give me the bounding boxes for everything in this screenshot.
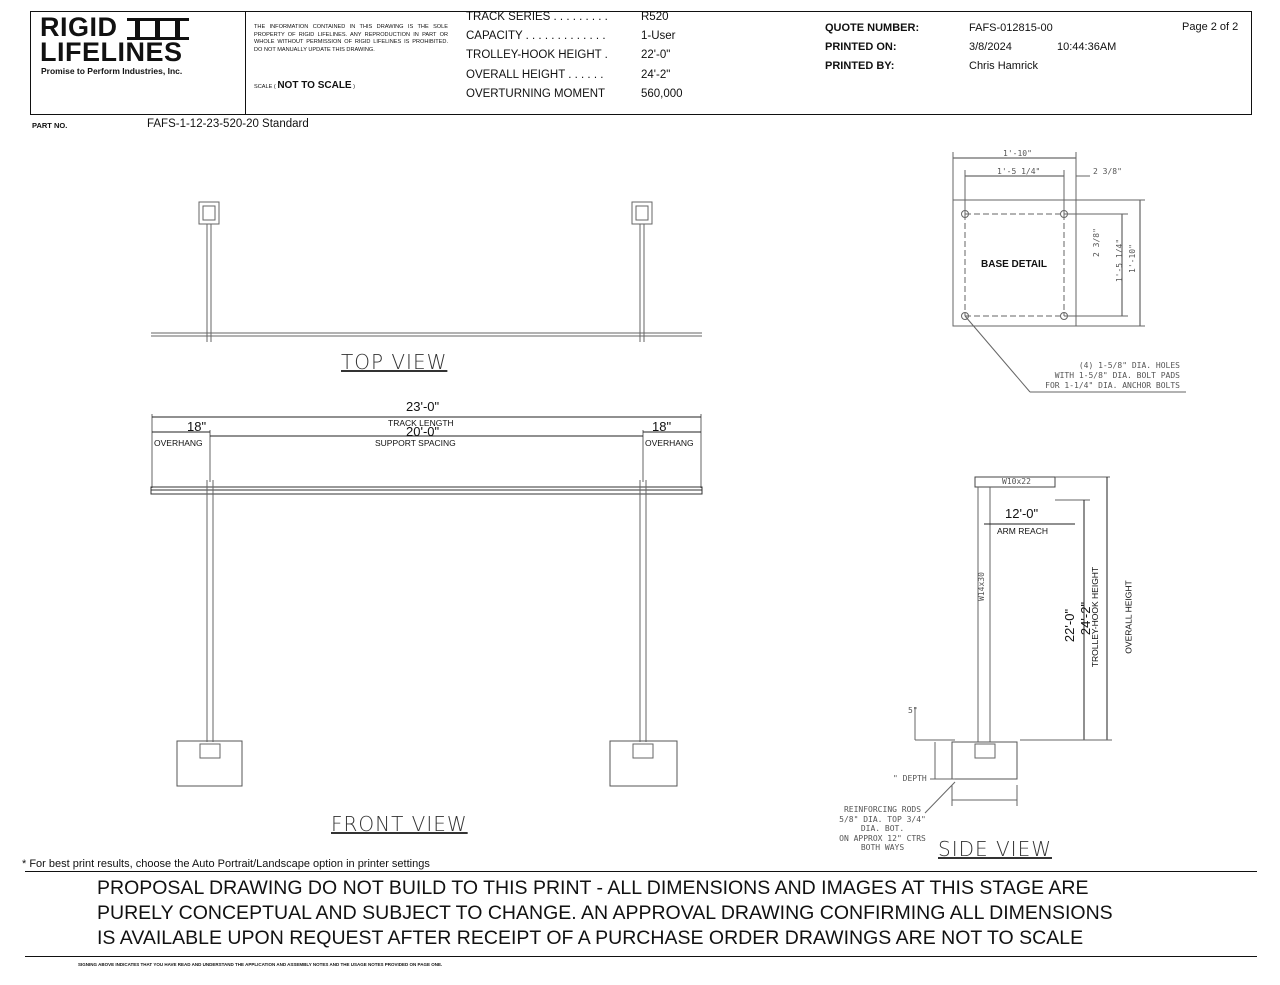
support-spacing-value: 20'-0" <box>406 424 440 439</box>
base-width-inner: 1'-5 1/4" <box>997 167 1041 176</box>
quote-number: FAFS-012815-00 <box>969 22 1053 34</box>
overhang-right-label: OVERHANG <box>645 438 694 448</box>
small-dim: 5" <box>908 706 918 715</box>
base-edge-dim: 2 3/8" <box>1093 167 1122 176</box>
scale-line: SCALE ( NOT TO SCALE ) <box>254 80 356 91</box>
overall-height-value: 24'-2" <box>1078 601 1094 636</box>
track-length-label: TRACK LENGTH <box>388 418 454 428</box>
printed-date: 3/8/2024 <box>969 41 1012 53</box>
track-length-value: 23'-0" <box>406 399 440 414</box>
quote-number-label: QUOTE NUMBER: <box>825 22 920 34</box>
spec-value-trolley: 22'-0" <box>641 49 671 61</box>
base-height-outer: 1'-10" <box>1127 244 1137 273</box>
spec-label-moment: OVERTURNING MOMENT <box>466 88 606 100</box>
spec-value-capacity: 1-User <box>641 30 676 42</box>
arm-reach-value: 12'-0" <box>1005 506 1039 521</box>
base-note: (4) 1-5/8" DIA. HOLES WITH 1-5/8" DIA. BOLT PADS FOR 1-1/4" DIA. ANCHOR BOLTS <box>1045 361 1180 390</box>
overhang-right-value: 18" <box>652 419 672 434</box>
beam-label: W10x22 <box>1002 477 1031 486</box>
overall-height-label: OVERALL HEIGHT <box>1123 580 1134 654</box>
trolley-height-value: 22'-0" <box>1062 608 1078 643</box>
printed-on-label: PRINTED ON: <box>825 41 897 53</box>
base-height-edge: 2 3/8" <box>1091 228 1101 257</box>
base-width-outer: 1'-10" <box>1003 149 1032 158</box>
spec-value-track: R520 <box>641 11 669 23</box>
rebar-note: REINFORCING RODS 5/8" DIA. TOP 3/4" DIA. BOT. ON APPROX 12" CTRS BOTH WAYS <box>839 805 926 852</box>
overhang-left-label: OVERHANG <box>154 438 203 448</box>
side-view-title: SIDE VIEW <box>938 837 1052 861</box>
spec-value-moment: 560,000 <box>641 88 683 100</box>
printed-by: Chris Hamrick <box>969 60 1039 72</box>
logo-line2: LIFELINES <box>40 37 183 67</box>
logo-tagline: Promise to Perform Industries, Inc. <box>41 66 183 76</box>
spec-label-trolley: TROLLEY-HOOK HEIGHT . <box>466 49 608 61</box>
spec-value-overall: 24'-2" <box>641 69 671 81</box>
depth-label: " DEPTH <box>893 774 927 783</box>
logo-line1: RIGID <box>40 12 118 42</box>
base-detail-title: BASE DETAIL <box>981 259 1047 270</box>
arm-reach-label: ARM REACH <box>997 526 1049 536</box>
part-number: FAFS-1-12-23-520-20 Standard <box>147 118 309 130</box>
front-view-drawing <box>151 414 702 786</box>
overhang-left-value: 18" <box>187 419 207 434</box>
proposal-notice: PROPOSAL DRAWING DO NOT BUILD TO THIS PRINT - ALL DIMENSIONS AND IMAGES AT THIS STAGE ARE PURELY CONCEPTUAL AND SUBJECT TO CHANGE. AN APPROVAL DRAWING CONFIRMING ALL DIMENSIONS IS AVAILABLE UPON REQUEST AFTER RECEIPT OF A PURCHASE ORDER DRAWINGS ARE NOT TO SCALE <box>97 877 1113 949</box>
support-spacing-label: SUPPORT SPACING <box>375 438 456 448</box>
printed-time: 10:44:36AM <box>1057 41 1117 53</box>
disclaimer: THE INFORMATION CONTAINED IN THIS DRAWING IS THE SOLE PROPERTY OF RIGID LIFELINES. ANY REPRODUCTION IN PART OR WHOLE WITHOUT PERMISSION OF RIGID LIFELINES IS PROHIBITED. DO NOT MANUALLY UPDATE THIS DRAWING. <box>254 24 448 53</box>
page-number: Page 2 of 2 <box>1182 21 1239 33</box>
front-view-title: FRONT VIEW <box>331 812 468 836</box>
top-view-drawing <box>151 202 702 342</box>
spec-label-overall: OVERALL HEIGHT . . . . . . <box>466 69 604 81</box>
sign-note: SIGNING ABOVE INDICATES THAT YOU HAVE READ AND UNDERSTAND THE APPLICATION AND ASSEMBLY NOTES AND THE USAGE NOTES PROVIDED ON PAGE ONE. <box>78 962 443 967</box>
top-view-title: TOP VIEW <box>341 350 448 374</box>
printed-by-label: PRINTED BY: <box>825 60 895 72</box>
print-footnote: * For best print results, choose the Auto Portrait/Landscape option in printer settings <box>22 858 430 870</box>
scale-value: NOT TO SCALE <box>277 80 352 91</box>
column-label: W14x30 <box>976 572 986 601</box>
base-height-inner: 1'-5 1/4" <box>1115 238 1125 283</box>
base-detail-drawing <box>953 152 1186 392</box>
spec-label-track: TRACK SERIES . . . . . . . . . <box>466 11 608 23</box>
part-number-label: PART NO. <box>32 121 68 130</box>
trolley-height-label: TROLLEY-HOOK HEIGHT <box>1090 566 1101 668</box>
spec-label-capacity: CAPACITY . . . . . . . . . . . . . <box>466 30 606 42</box>
